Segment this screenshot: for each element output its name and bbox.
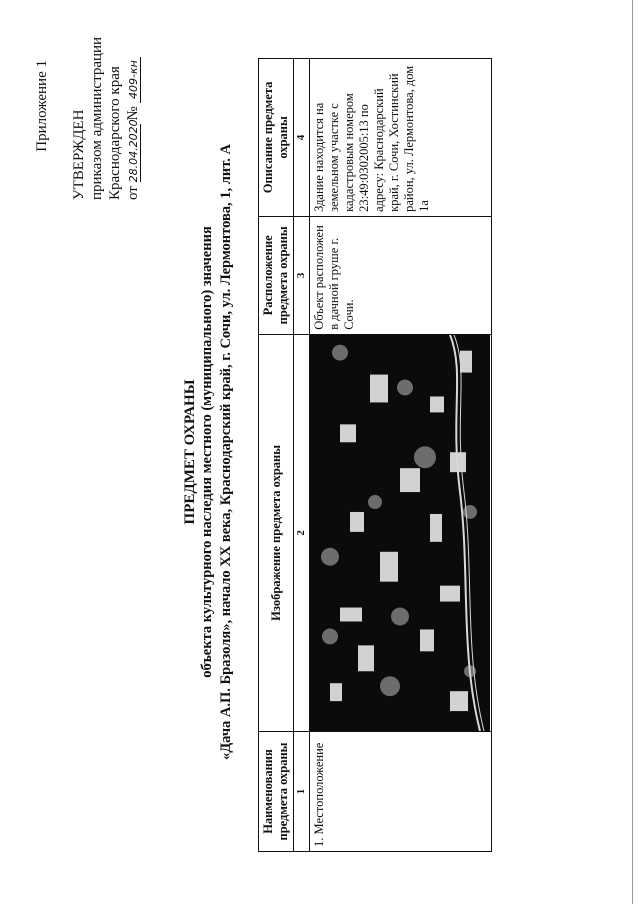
protection-table	[258, 58, 492, 852]
row-image-cell	[310, 334, 492, 731]
header-image: Изображение предмета охраны	[259, 334, 294, 731]
aerial-map-graphic	[310, 335, 490, 731]
date-prefix: от	[125, 186, 141, 200]
approval-block	[70, 36, 142, 200]
col-number-1: 1	[294, 732, 310, 852]
approved-heading: УТВЕРЖДЕН	[71, 109, 87, 200]
document-subtitle-object: «Дача А.П. Бразоля», начало XX века, Краснодарский край, г. Сочи, ул. Лермонтова, 1, лит. А	[218, 143, 234, 761]
header-name: Наименования предмета охраны	[259, 732, 294, 852]
table-row	[310, 59, 492, 852]
col-number-3: 3	[294, 216, 310, 334]
col-number-2: 2	[294, 334, 310, 731]
document-subtitle: объекта культурного наследия местного (муниципального) значения	[199, 226, 215, 678]
row-description: Здание находится на земельном участке с кадастровым номером 23:49:0302005:13 по адресу: Краснодарский край, г. Сочи, Хостинский район, ул. Лермонтова, дом 1а	[310, 59, 492, 217]
aerial-map-image	[310, 335, 490, 731]
header-location: Расположение предмета охраны	[259, 216, 294, 334]
approved-line1: приказом администрации	[89, 36, 105, 200]
row-name: 1. Местоположение	[310, 732, 492, 852]
row-location: Объект расположен в дачной груше г. Сочи.	[310, 216, 492, 334]
header-description: Описание предмета охраны	[259, 59, 294, 217]
appendix-label: Приложение 1	[34, 60, 50, 152]
table-number-row	[294, 59, 310, 852]
document-title: ПРЕДМЕТ ОХРАНЫ	[182, 379, 198, 525]
approved-date-line	[124, 60, 142, 200]
table-header-row	[259, 59, 294, 852]
date-handwritten: 28.04.2020	[127, 119, 140, 183]
scan-edge-line	[632, 0, 633, 904]
number-handwritten: 409-кн	[128, 57, 141, 103]
approved-line2: Краснодарского края	[107, 66, 123, 200]
number-prefix: №	[125, 106, 141, 121]
col-number-4: 4	[294, 59, 310, 217]
